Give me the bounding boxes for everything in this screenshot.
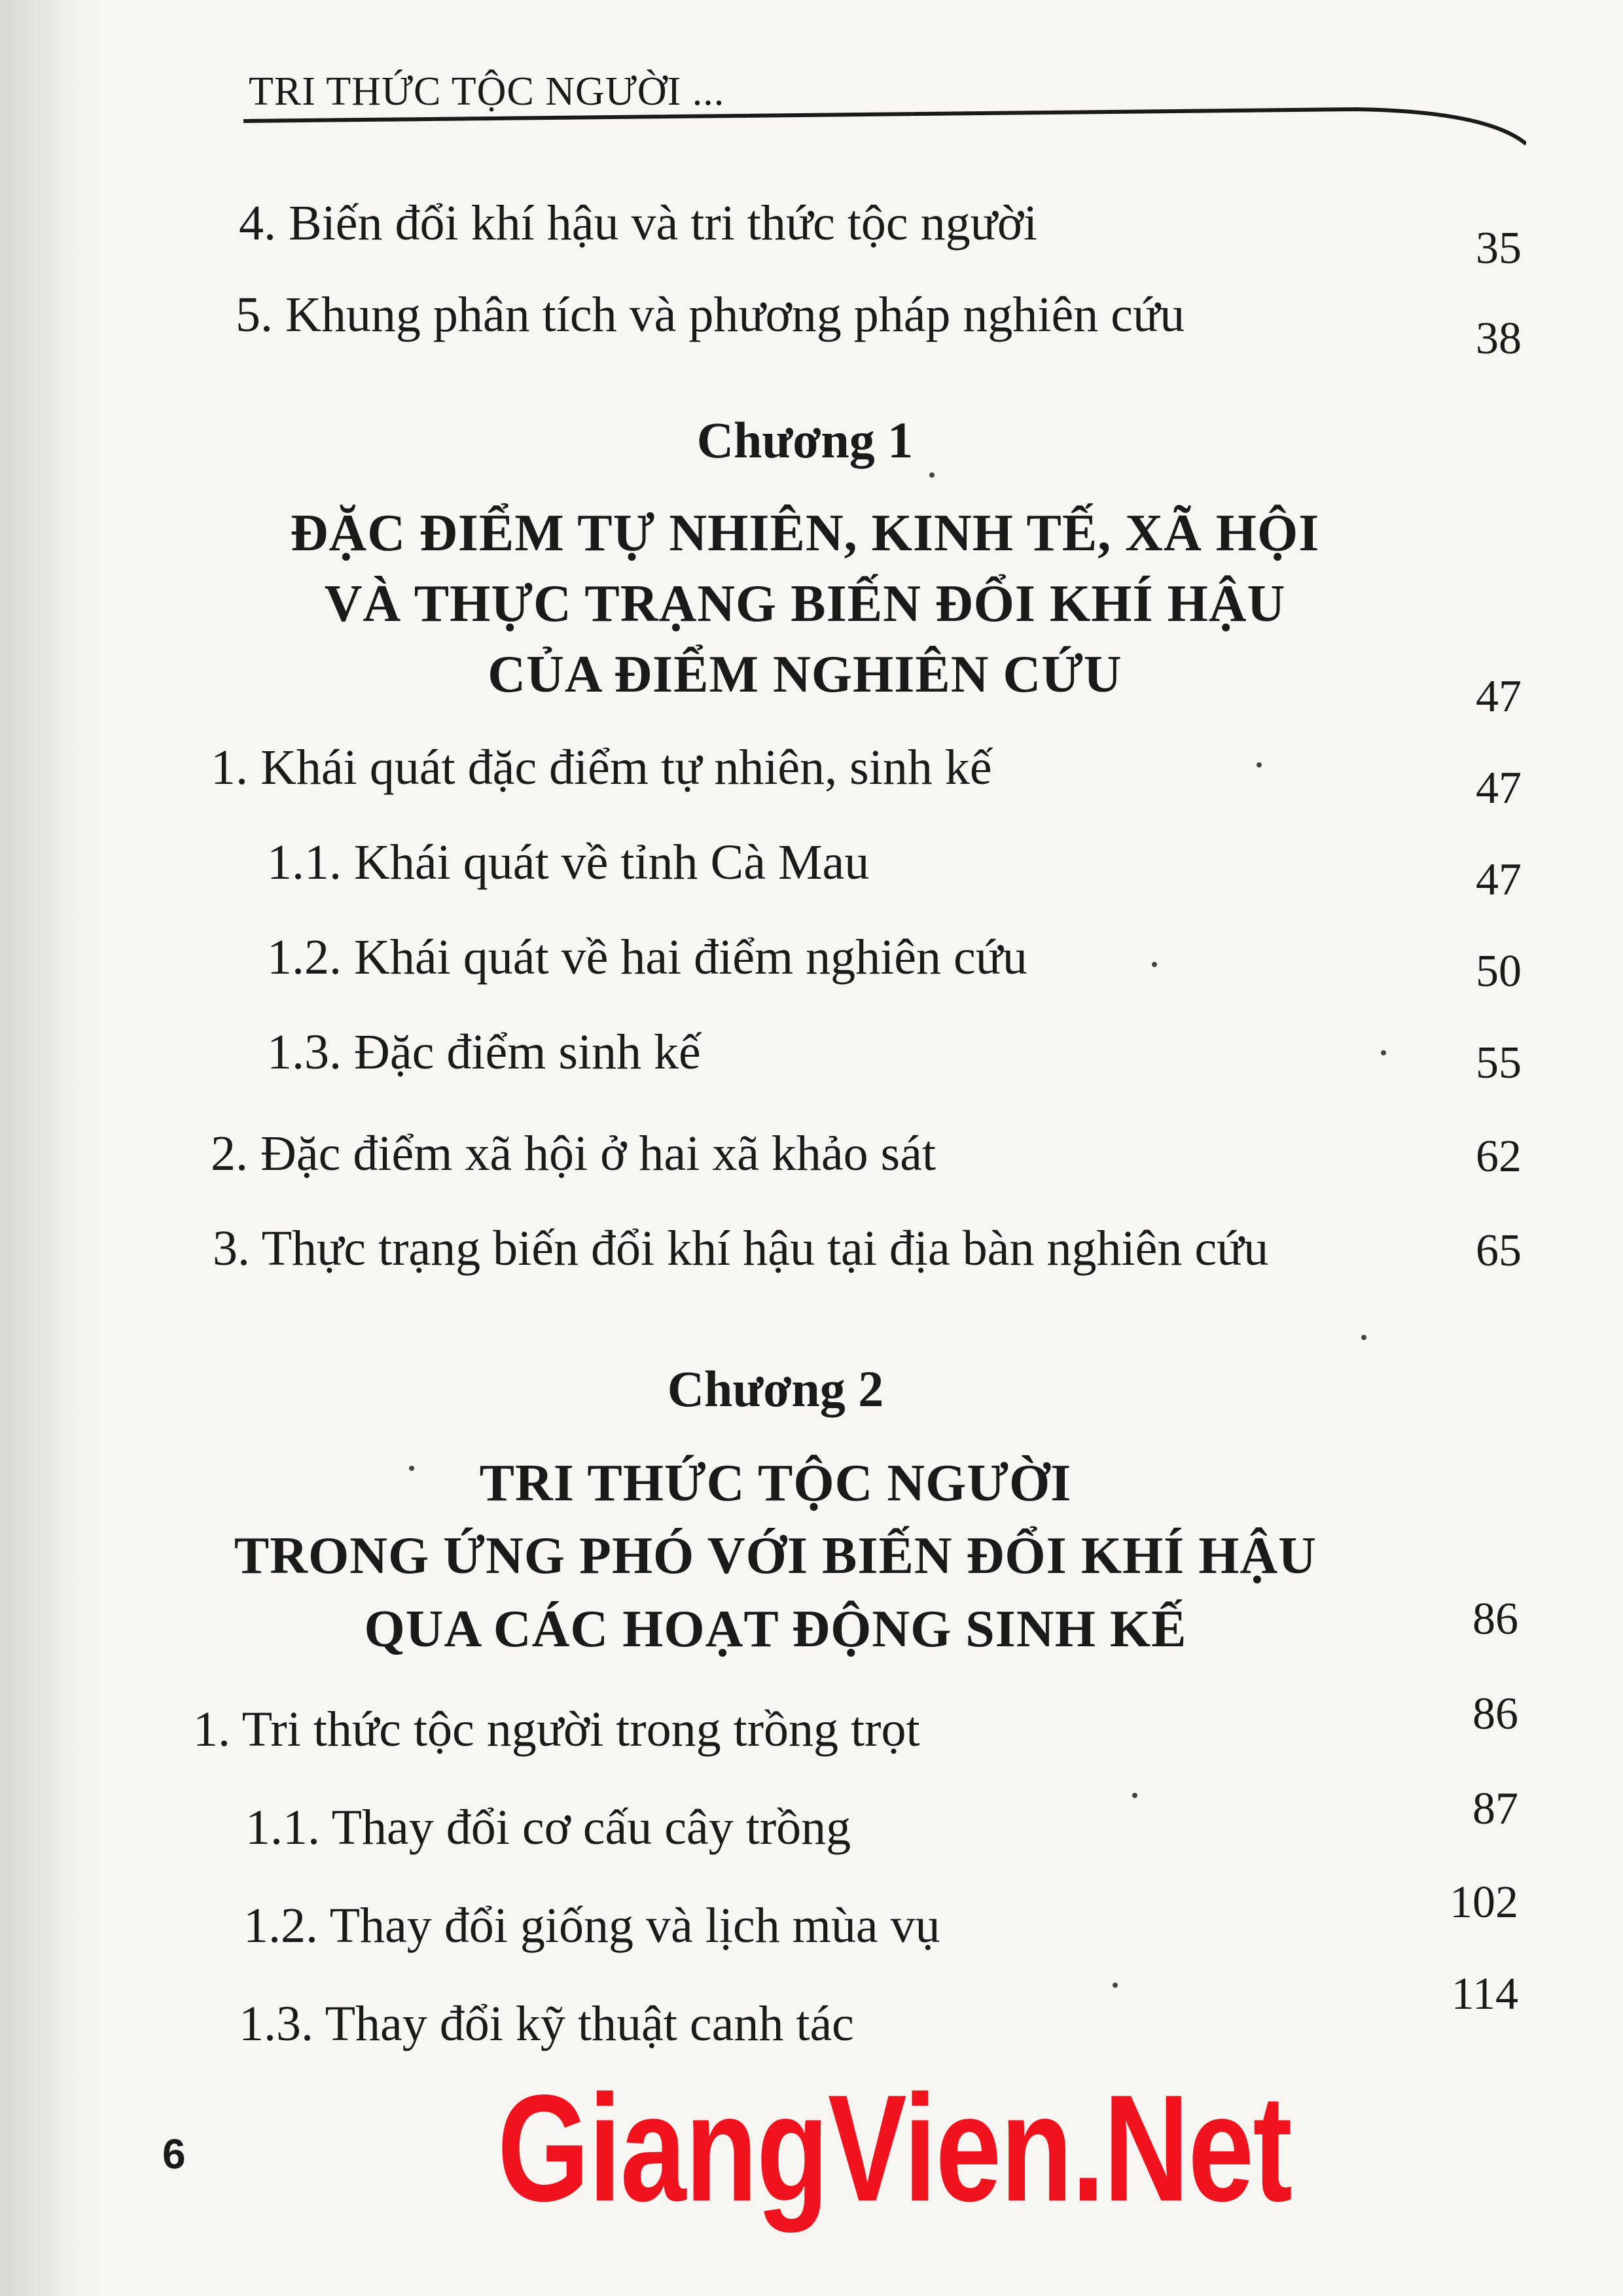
toc-page-ch2-1: 86 <box>1472 1689 1518 1739</box>
chapter-2-title-line-2: TRONG ỨNG PHÓ VỚI BIẾN ĐỔI KHÍ HẬU <box>234 1527 1317 1585</box>
toc-entry-ch2-1-3: 1.3. Thay đổi kỹ thuật canh tác <box>239 1996 854 2051</box>
toc-page-ch2-1-3: 114 <box>1451 1969 1518 2019</box>
scan-speck <box>929 472 935 478</box>
scan-speck <box>1132 1793 1137 1798</box>
toc-page-ch1-1-3: 55 <box>1476 1038 1522 1088</box>
toc-entry-4: 4. Biến đổi khí hậu và tri thức tộc người <box>239 196 1038 251</box>
toc-page-ch2-1-1: 87 <box>1472 1784 1518 1834</box>
toc-page-ch2-1-2: 102 <box>1450 1877 1518 1928</box>
header-rule <box>243 82 1526 160</box>
chapter-1-page: 47 <box>1476 671 1522 722</box>
toc-page-5: 38 <box>1476 313 1522 364</box>
chapter-2-page: 86 <box>1472 1594 1518 1644</box>
toc-entry-ch2-1: 1. Tri thức tộc người trong trồng trọt <box>193 1702 920 1757</box>
chapter-2-title-line-3: QUA CÁC HOẠT ĐỘNG SINH KẾ <box>364 1600 1187 1658</box>
toc-entry-ch1-3: 3. Thực trạng biến đổi khí hậu tại địa bàn nghiên cứu <box>213 1221 1269 1276</box>
chapter-1-title-line-2: VÀ THỰC TRẠNG BIẾN ĐỔI KHÍ HẬU <box>324 575 1286 633</box>
toc-page-ch1-1-2: 50 <box>1476 946 1522 997</box>
toc-entry-ch1-1-1: 1.1. Khái quát về tỉnh Cà Mau <box>267 835 870 890</box>
running-header: TRI THỨC TỘC NGƯỜI ... <box>249 69 725 114</box>
scan-speck <box>1152 962 1157 967</box>
scan-edge-shadow <box>0 0 98 2296</box>
toc-entry-ch1-2: 2. Đặc điểm xã hội ở hai xã khảo sát <box>211 1126 936 1181</box>
chapter-1-label: Chương 1 <box>696 412 914 468</box>
scan-speck <box>1361 1335 1366 1340</box>
toc-entry-ch1-1-2: 1.2. Khái quát về hai điểm nghiên cứu <box>267 930 1027 985</box>
scan-speck <box>1113 1983 1118 1988</box>
watermark-logo: GiangVien.Net <box>497 2064 1292 2233</box>
toc-page-ch1-1-1: 47 <box>1476 855 1522 905</box>
toc-entry-ch2-1-1: 1.1. Thay đổi cơ cấu cây trồng <box>245 1800 851 1855</box>
page-number: 6 <box>162 2130 186 2178</box>
toc-entry-5: 5. Khung phân tích và phương pháp nghiên cứu <box>236 287 1185 342</box>
toc-page-ch1-2: 62 <box>1476 1131 1522 1182</box>
scan-speck <box>1381 1050 1386 1055</box>
chapter-1-title-line-1: ĐẶC ĐIỂM TỰ NHIÊN, KINH TẾ, XÃ HỘI <box>290 504 1320 562</box>
chapter-2-title-line-1: TRI THỨC TỘC NGƯỜI <box>479 1455 1072 1512</box>
toc-entry-ch1-1-3: 1.3. Đặc điểm sinh kế <box>267 1025 701 1080</box>
scan-speck <box>1257 762 1262 768</box>
toc-page-4: 35 <box>1476 223 1522 274</box>
chapter-2-label: Chương 2 <box>667 1360 884 1417</box>
scan-speck <box>409 1466 414 1471</box>
toc-entry-ch2-1-2: 1.2. Thay đổi giống và lịch mùa vụ <box>243 1898 940 1953</box>
chapter-1-title-line-3: CỦA ĐIỂM NGHIÊN CỨU <box>488 646 1122 703</box>
toc-page-ch1-1: 47 <box>1476 763 1522 813</box>
toc-page-ch1-3: 65 <box>1476 1226 1522 1276</box>
toc-entry-ch1-1: 1. Khái quát đặc điểm tự nhiên, sinh kế <box>211 740 992 795</box>
